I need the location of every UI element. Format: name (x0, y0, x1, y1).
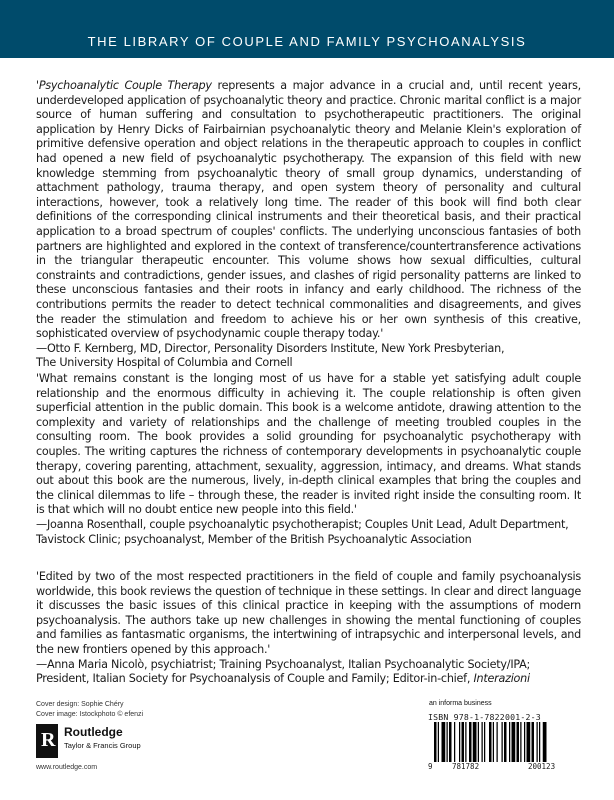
series-banner (0, 0, 614, 58)
endorsement-attribution: —Anna Maria Nicolò, psychiatrist; Training Psychoanalyst, Italian Psychoanalytic Society/IPA; (36, 657, 531, 671)
endorsement-attribution-line2: Tavistock Clinic; psychoanalyst, Member of the British Psychoanalytic Association (36, 532, 472, 546)
book-title-italic: Psychoanalytic Couple Therapy (38, 79, 212, 92)
endorsement-attribution: —Otto F. Kernberg, MD, Director, Personality Disorders Institute, New York Presbyterian, (36, 341, 505, 355)
isbn-line: ISBN 978-1-7822001-2-3 (428, 712, 541, 722)
journal-title-italic: Interazioni (473, 672, 530, 686)
publisher-name: Routledge (64, 725, 123, 739)
barcode-digits-left: 781782 (452, 762, 480, 771)
cover-image-credit: Cover image: Istockphoto © efenzi (36, 711, 144, 718)
barcode-digit-first: 9 (428, 762, 433, 771)
publisher-logo (36, 724, 176, 764)
endorsement-quote: 'Edited by two of the most respected practitioners in the field of couple and family psychoanalysis worldwide, this book reviews the question of technique in these settings. In clear and direct language it discusses the basic issues of this clinical practice in keeping with the assumptions of modern psychoanalysis. The authors take up new challenges in showing the mental functioning of couples and families as fantasmatic organisms, the intertwining of intrapsychic and interpersonal levels, and the new frontiers opened by this approach.' (36, 570, 581, 656)
informa-business: an informa business (429, 700, 492, 707)
endorsement-attribution-line2: The University Hospital of Columbia and Cornell (36, 356, 293, 370)
attribution-text: President, Italian Society for Psychoanalysis of Couple and Family; Editor-in-chief, (36, 672, 474, 686)
endorsement-kernberg (36, 79, 581, 371)
routledge-logo-mark: R (36, 724, 58, 758)
quote-text: represents a major advance in a crucial and, until recent years, underdeveloped application of psychoanalytic theory and practice. Chronic marital conflict is a major source of human suffering and consultation to psychotherapeutic practitioners. The original application by Henry Dicks of Fairbairnian psychoanalytic theory and Melanie Klein's exploration of primitive defensive operation and object relations in the therapeutic approach to couples in conflict had opened a new field of psychoanalytic psychotherapy. The expansion of this field with new knowledge stemming from psychoanalytic theory of small group dynamics, understanding of attachment pathology, trauma therapy, and open system theory of personality and cultural interactions, however, took a relatively long time. The reader of this book will find both clear definitions of the corresponding clinical instruments and their theoretical basis, and their practical application to a broad spectrum of couples' conflicts. The underlying unconscious fantasies of both partners are highlighted and explored in the context of transference/countertransference activations in the triangular therapeutic encounter. This volume shows how sexual difficulties, cultural constraints and contradictions, gender issues, and clashes of rigid personality patterns are linked to these unconscious fantasies and their roots in infancy and early childhood. The richness of the contributions permits the reader to detect technical commonalities and disagreements, and gives the reader the stimulation and freedom to achieve his or her own synthesis of this creative, sophisticated overview of psychodynamic couple therapy today.' (36, 79, 581, 341)
cover-credits (36, 700, 143, 720)
barcode-icon (428, 722, 594, 762)
cover-design-credit: Cover design: Sophie Chéry (36, 701, 124, 708)
endorsement-quote: 'Psychoanalytic Couple Therapy represents a major advance in a crucial and, until recent years, underdeveloped application of psychoanalytic theory and practice. Chronic marital conflict is a major source of human suffering and consultation to psychotherapeutic practitioners. The original application by Henry Dicks of Fairbairnian psychoanalytic theory and Melanie Klein's exploration of primitive defensive operation and object relations in the therapeutic approach to couples in conflict had opened a new field of psychoanalytic psychotherapy. The expansion of this field with new knowledge stemming from psychoanalytic theory of small group dynamics, understanding of attachment pathology, trauma therapy, and open system theory of personality and cultural interactions, however, took a relatively long time. The reader of this book will find both clear definitions of the corresponding clinical instruments and their theoretical basis, and their practical application to a broad spectrum of couples' conflicts. The underlying unconscious fantasies of both partners are highlighted and explored in the context of transference/countertransference activations in the triangular therapeutic encounter. This volume shows how sexual difficulties, cultural constraints and contradictions, gender issues, and clashes of rigid personality patterns are linked to these unconscious fantasies and their roots in infancy and early childhood. The richness of the contributions permits the reader to detect technical commonalities and disagreements, and gives the reader the stimulation and freedom to achieve his or her own synthesis of this creative, sophisticated overview of psychodynamic couple therapy today.' (36, 79, 581, 341)
endorsement-quote: 'What remains constant is the longing most of us have for a stable yet satisfying adult couple relationship and the enormous difficulty in achieving it. The couple relationship is often given superficial attention in the public domain. This book is a welcome antidote, drawing attention to the complexity and variety of relationships and the challenge of meeting troubled couples in the consulting room. The book provides a solid grounding for psychoanalytic psychotherapy with couples. The writing captures the richness of contemporary developments in psychoanalytic couple therapy, covering parenting, attachment, sexuality, aggression, intimacy, and dreams. What stands out about this book are the numerous, lively, in-depth clinical examples that bring the couples and the clinical dilemmas to life – through these, the reader is invited right inside the consulting room. It is that which will no doubt entice new people into this field.' (36, 372, 581, 517)
barcode-digits-right: 200123 (528, 762, 556, 771)
publisher-website: www.routledge.com (36, 764, 98, 771)
publisher-group: Taylor & Francis Group (64, 741, 141, 750)
endorsement-attribution: —Joanna Rosenthall, couple psychoanalytic psychotherapist; Couples Unit Lead, Adult Department, (36, 517, 569, 531)
endorsement-attribution-line2 (36, 672, 581, 687)
endorsement-rosenthall (36, 372, 581, 547)
endorsement-nicolo (36, 570, 581, 687)
series-title: THE LIBRARY OF COUPLE AND FAMILY PSYCHOANALYSIS (87, 34, 527, 49)
